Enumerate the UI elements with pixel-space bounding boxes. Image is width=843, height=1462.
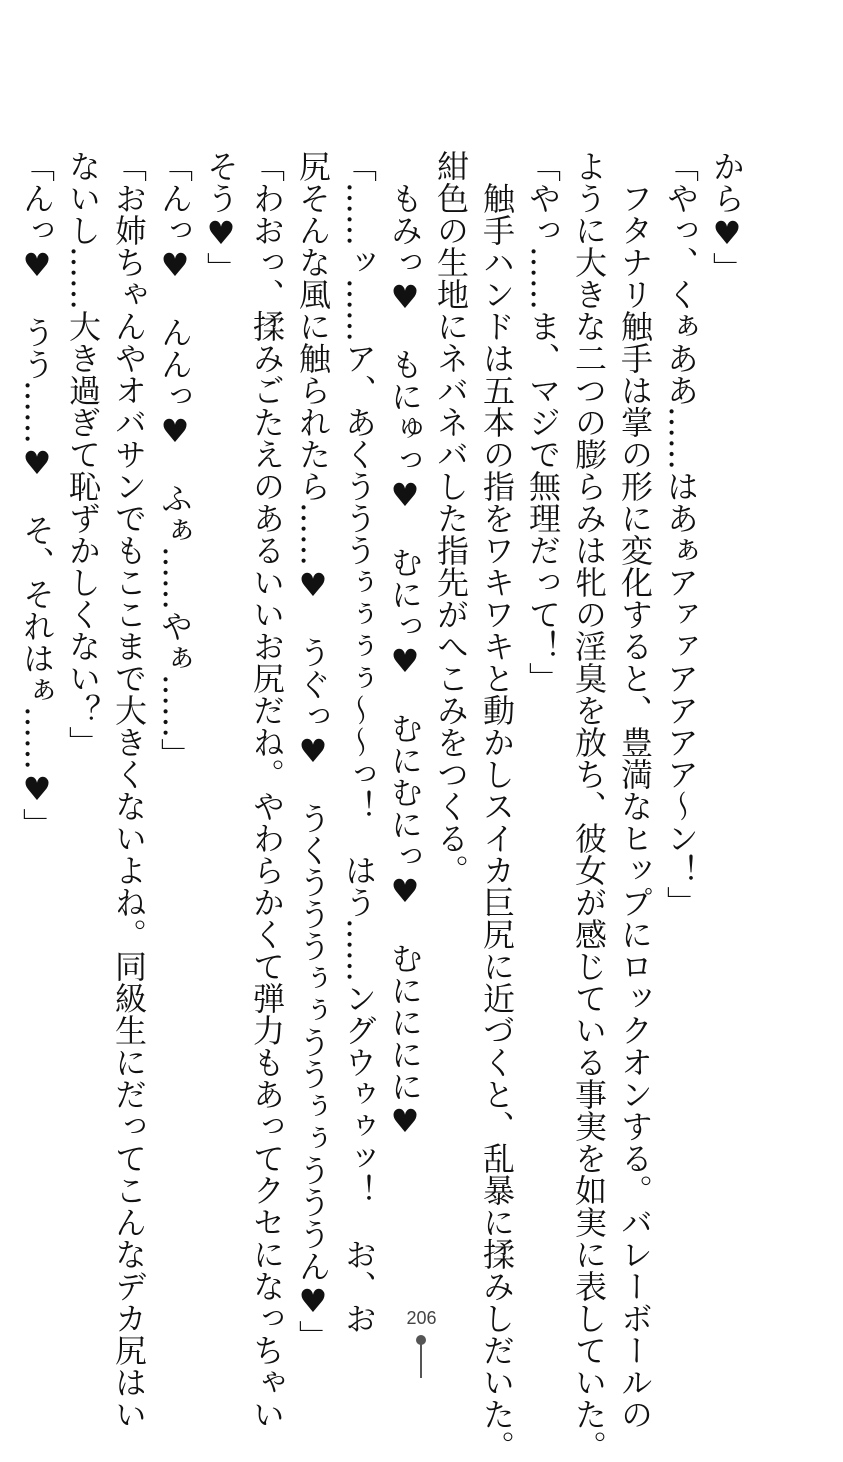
page-marker-line <box>420 1344 422 1378</box>
text-line: フタナリ触手は掌の形に変化すると、豊満なヒップにロックオンする。バレーボールの <box>616 150 654 1430</box>
page-number: 206 <box>406 1308 437 1328</box>
text-line: 「……ッ……ア、あくうううぅぅぅぅ〜〜っ！ はう……ングウゥゥッ！ お、お <box>340 150 378 1334</box>
text-line: 尻そんな風に触られたら……♥ うぐっ♥ うくうううぅぅううぅぅうううん♥」 <box>294 150 332 1352</box>
text-line: 「やっ、くぁああ……はあぁアァァアアアア〜ン！」 <box>662 150 700 918</box>
text-line: ように大きな二つの膨らみは牝の淫臭を放ち、彼女が感じている事実を如実に表していた。 <box>570 150 608 1462</box>
text-line: 「んっ♥ んんっ♥ ふぁ……やぁ……」 <box>156 150 194 770</box>
text-line: 「わおっ、揉みごたえのあるいいお尻だね。やわらかくて弾力もあってクセになっちゃい <box>248 150 286 1430</box>
text-line: もみっ♥ もにゅっ♥ むにっ♥ むにむにっ♥ むにににに♥ <box>386 150 424 1140</box>
text-line: ないし……大き過ぎて恥ずかしくない？」 <box>64 150 102 758</box>
text-line: 紺色の生地にネバネバした指先がへこみをつくる。 <box>432 150 470 886</box>
text-line: 触手ハンドは五本の指をワキワキと動かしスイカ巨尻に近づくと、乱暴に揉みしだいた。 <box>478 150 516 1462</box>
text-line: そう♥」 <box>202 150 240 284</box>
text-line: 「お姉ちゃんやオバサンでもここまで大きくないよね。同級生にだってこんなデカ尻はい <box>110 150 148 1430</box>
text-line: から♥」 <box>708 150 746 284</box>
text-line: 「んっ♥ うう……♥ そ、それはぁ……♥」 <box>18 150 56 840</box>
text-line: 「やっ……ま、マジで無理だって！」 <box>524 150 562 694</box>
